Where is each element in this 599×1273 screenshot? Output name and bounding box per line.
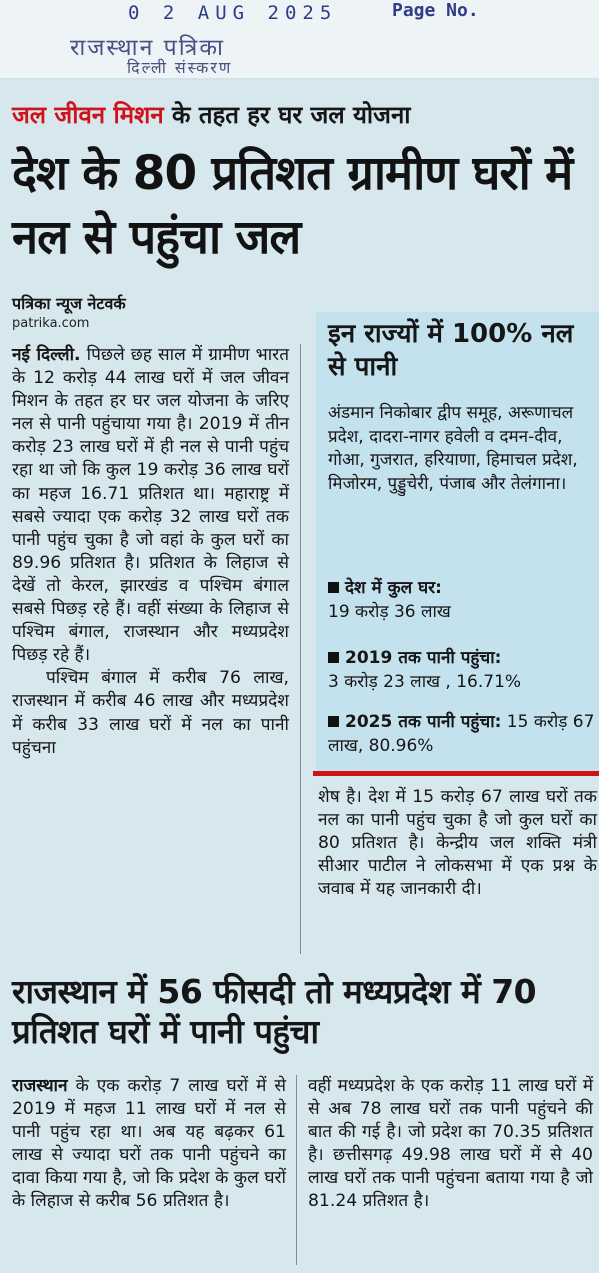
dateline: नई दिल्ली. <box>12 345 81 365</box>
column-divider <box>300 344 301 954</box>
factbox-stat-2025 <box>328 711 596 758</box>
factbox-stat-total-households <box>328 577 596 624</box>
stat-label: देश में कुल घर: <box>345 578 442 598</box>
article-column-left <box>12 344 289 760</box>
stamp-edition: दिल्ली संस्करण <box>127 58 233 77</box>
subsection-column-left <box>12 1075 286 1214</box>
subsection-column-right <box>308 1075 593 1214</box>
article-subheadline: राजस्थान में 56 फीसदी तो मध्यप्रदेश में 70 प्रतिशत घरों में पानी पहुंचा <box>12 972 537 1051</box>
rajasthan-text: के एक करोड़ 7 लाख घरों में से 2019 में महज 11 लाख घरों में नल से पानी पहुंच रहा था। अब यह बढ़कर 61 लाख से ज्यादा घरों तक पानी पहुंचने का दावा किया गया है, जो कि प्रदेश के कुल घरों के लिहाज से करीब 56 प्रतिशत है। <box>12 1076 286 1212</box>
article-headline: देश के 80 प्रतिशत ग्रामीण घरों में नल से पहुंचा जल <box>12 146 573 265</box>
stat-value: 3 करोड़ 23 लाख , 16.71% <box>328 671 522 692</box>
clipping-stamp <box>0 0 599 78</box>
bullet-square-icon <box>328 582 339 593</box>
stamp-newspaper-name: राजस्थान पत्रिका <box>70 35 225 61</box>
factbox-bottom-rule <box>313 771 599 776</box>
stat-value: 15 करोड़ 67 लाख, 80.96% <box>328 712 595 756</box>
bullet-square-icon <box>328 652 339 663</box>
bullet-square-icon <box>328 716 339 727</box>
article-paragraph-1 <box>12 344 289 667</box>
stamp-date: 0 2 AUG 2025 <box>128 2 338 24</box>
madhya-pradesh-paragraph: वहीं मध्यप्रदेश के एक करोड़ 11 लाख घरों में से अब 78 लाख घरों तक पानी पहुंचने की बात की गई है। जो प्रदेश का 70.35 प्रतिशत है। छत्तीसगढ़ 49.98 लाख घरों में से 40 लाख घरों तक पानी पहुंचना बताया गया है जो 81.24 प्रतिशत है। <box>308 1076 593 1212</box>
article-column-right <box>318 786 597 901</box>
factbox-states-list: अंडमान निकोबार द्वीप समूह, अरूणाचल प्रदेश, दादरा-नागर हवेली व दमन-दीव, गोआ, गुजरात, हरियाणा, हिमाचल प्रदेश, मिजोरम, पुड्डुचेरी, पंजाब और तेलंगाना। <box>328 403 578 494</box>
factbox-stat-2019 <box>328 647 596 694</box>
factbox-title: इन राज्यों में 100% नल से पानी <box>328 319 574 382</box>
stat-label: 2025 तक पानी पहुंचा: <box>345 712 502 732</box>
article-kicker <box>12 98 410 131</box>
stamp-page-number: Page No. <box>392 0 479 21</box>
kicker-highlight: जल जीवन मिशन <box>12 101 164 129</box>
rajasthan-paragraph <box>12 1075 286 1214</box>
subsection-divider <box>296 1075 297 1265</box>
article-paragraph-2: पश्चिम बंगाल में करीब 76 लाख, राजस्थान में करीब 46 लाख और मध्यप्रदेश में करीब 33 लाख घरों में नल का पानी पहुंचना <box>12 668 289 758</box>
rajasthan-label: राजस्थान <box>12 1076 68 1096</box>
paragraph-1-text: पिछले छह साल में ग्रामीण भारत के 12 करोड़ 44 लाख घरों में जल जीवन मिशन के तहत हर घर जल योजना के जरिए नल से पानी पहुंचाया गया है। 2019 में तीन करोड़ 23 लाख घरों में ही नल से पानी पहुंच रहा था जो कि कुल 19 करोड़ 36 लाख घरों का महज 16.71 प्रतिशत था। महाराष्ट्र में सबसे ज्यादा एक करोड़ 32 लाख घरों तक पानी पहुंच चुका है जो वहां के कुल घरों का 89.96 प्रतिशत है। प्रतिशत के लिहाज से देखें तो केरल, झारखंड व पश्चिम बंगाल सबसे पिछड़ रहे हैं। वहीं संख्या के लिहाज से पश्चिम बंगाल, राजस्थान और मध्यप्रदेश पिछड़ रहे हैं। <box>12 345 289 666</box>
stat-value: 19 करोड़ 36 लाख <box>328 601 451 622</box>
article-byline: पत्रिका न्यूज नेटवर्क <box>12 294 126 313</box>
article-paragraph-2-continued: शेष है। देश में 15 करोड़ 67 लाख घरों तक नल का पानी पहुंच चुका है जो कुल घरों का 80 प्रतिशत है। केन्द्रीय जल शक्ति मंत्री सीआर पाटील ने लोकसभा में एक प्रश्न के जवाब में यह जानकारी दी। <box>318 787 597 900</box>
article-website: patrika.com <box>12 316 90 331</box>
stat-label: 2019 तक पानी पहुंचा: <box>345 648 502 668</box>
kicker-rest: के तहत हर घर जल योजना <box>163 101 411 129</box>
